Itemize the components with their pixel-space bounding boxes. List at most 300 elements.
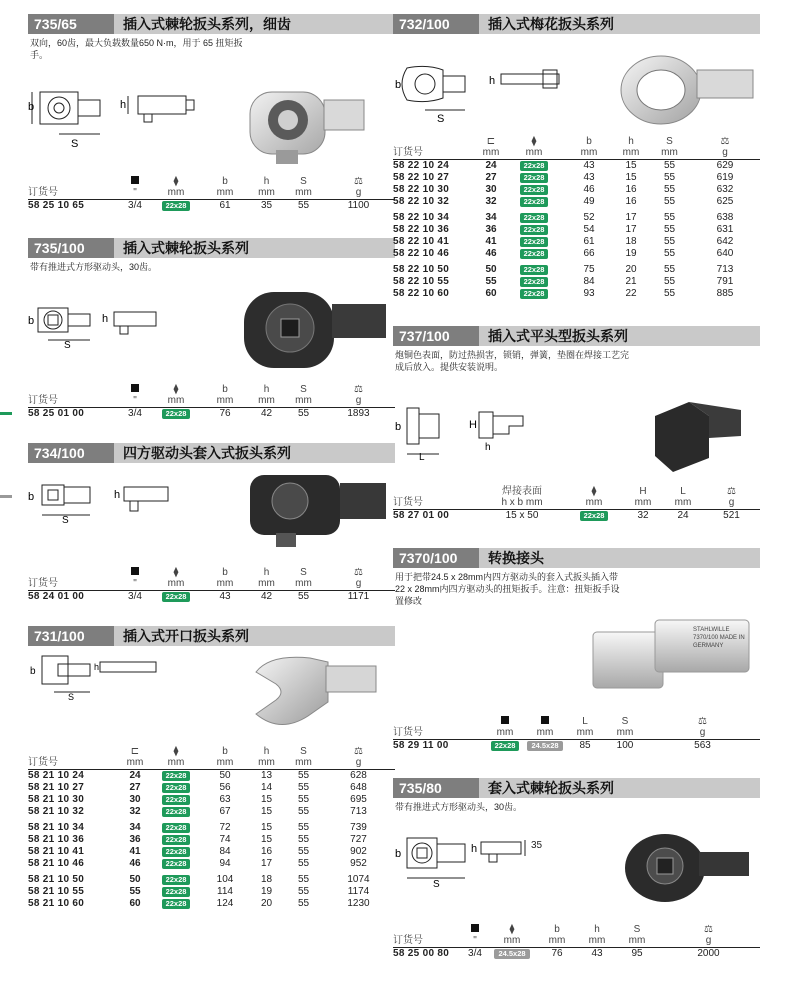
table-row — [28, 886, 395, 898]
col-mm: mm — [565, 497, 623, 510]
value-s: 55 — [663, 276, 676, 287]
col-h: h — [263, 567, 270, 578]
col-h: h — [628, 136, 634, 147]
order-number: 58 21 10 50 — [28, 874, 85, 885]
square-drive-icon — [131, 384, 139, 392]
section-title: 插入式棘轮扳头系列，细齿 — [123, 16, 291, 32]
table-row — [28, 834, 395, 846]
value-s: 55 — [297, 822, 310, 833]
value-b: 72 — [219, 822, 231, 833]
value-h-upper: 32 — [637, 510, 649, 521]
section-title: 插入式平头型扳头系列 — [488, 328, 628, 344]
weight-icon: ⚖ — [354, 746, 363, 757]
table-row — [393, 184, 760, 196]
value-s: 55 — [663, 236, 676, 247]
value-s: 55 — [663, 212, 676, 223]
value-s: 55 — [297, 591, 310, 602]
order-number: 58 22 10 41 — [393, 236, 450, 247]
value-s: 55 — [297, 770, 310, 781]
value-s: 55 — [297, 408, 310, 419]
wrench-size: 50 — [129, 874, 141, 885]
value-h: 17 — [625, 212, 637, 223]
value-h: 35 — [260, 200, 273, 211]
col-mm: mm — [649, 147, 690, 160]
value-b: 56 — [219, 782, 231, 793]
svg-text:b: b — [28, 315, 35, 327]
table-row — [28, 782, 395, 794]
value-h: 13 — [260, 770, 273, 781]
value-h: 43 — [591, 948, 603, 959]
col-g: g — [645, 727, 760, 740]
col-g: g — [322, 578, 395, 591]
section-732-100 — [393, 14, 760, 299]
value-g: 1100 — [347, 200, 370, 211]
col-b: b — [222, 567, 228, 578]
order-number: 58 22 10 27 — [393, 172, 450, 183]
col-b: b — [222, 384, 228, 395]
col-s: S — [300, 746, 307, 757]
svg-text:b: b — [28, 101, 35, 113]
value-b: 52 — [583, 212, 595, 223]
drive-size-badge: 22x28 — [162, 899, 191, 909]
value-g: 629 — [716, 160, 734, 171]
wrench-size: 50 — [485, 264, 497, 275]
dimension-drawing — [28, 86, 208, 156]
col-mm: mm — [485, 727, 525, 740]
value-h: 15 — [625, 172, 637, 183]
drive-size-badge: 22x28 — [520, 185, 549, 195]
col-mm: mm — [617, 935, 657, 948]
value-b: 94 — [219, 858, 231, 869]
table-row — [393, 288, 760, 300]
value-b: 93 — [583, 288, 595, 299]
value-s: 95 — [631, 948, 643, 959]
col-mm: mm — [487, 935, 537, 948]
value-h: 15 — [260, 834, 273, 845]
col-mm: mm — [285, 187, 322, 200]
wrench-size: 27 — [485, 172, 497, 183]
section-title: 四方驱动头套入式扳头系列 — [123, 445, 291, 461]
value-g: 727 — [350, 834, 367, 845]
svg-text:S: S — [64, 340, 71, 351]
drive-size-badge: 22x28 — [520, 289, 549, 299]
weight-icon: ⚖ — [354, 567, 363, 578]
col-mm: mm — [577, 935, 617, 948]
value-g: 902 — [350, 846, 367, 857]
order-number: 58 21 10 60 — [28, 898, 85, 909]
wrench-size: 24 — [129, 770, 141, 781]
col-h-upper: H — [639, 486, 647, 497]
col-inch: " — [463, 935, 487, 948]
col-order: 订货号 — [28, 395, 120, 408]
col-hxb: h x b mm — [479, 497, 565, 510]
value-h: 18 — [260, 874, 273, 885]
order-number: 58 22 10 36 — [393, 224, 450, 235]
col-s: S — [300, 567, 307, 578]
order-number: 58 25 00 80 — [393, 948, 450, 959]
value-h: 20 — [625, 264, 637, 275]
value-g: 1074 — [347, 874, 370, 885]
table-row — [393, 196, 760, 208]
value-s: 55 — [297, 858, 310, 869]
table-row — [393, 212, 760, 224]
value-s: 55 — [663, 172, 676, 183]
value-s: 55 — [297, 782, 310, 793]
table-row — [28, 770, 395, 783]
svg-text:h: h — [102, 313, 109, 325]
value-b: 50 — [219, 770, 231, 781]
section-code: 734/100 — [28, 443, 114, 463]
table-row — [393, 740, 760, 753]
drive-fraction: 3/4 — [128, 200, 142, 211]
svg-text:h: h — [471, 843, 478, 855]
col-h: h — [594, 924, 600, 935]
value-g: 2000 — [697, 948, 720, 959]
svg-text:b: b — [30, 666, 36, 677]
wrench-size: 32 — [485, 196, 497, 207]
table-row — [28, 806, 395, 818]
drive-size-badge: 22x28 — [162, 795, 191, 805]
spec-table — [393, 486, 760, 522]
col-inch: " — [120, 578, 150, 591]
drive-size-badge: 22x28 — [520, 277, 549, 287]
drive-size-badge: 22x28 — [520, 197, 549, 207]
value-b: 61 — [583, 236, 595, 247]
table-body — [393, 160, 760, 301]
weight-icon: ⚖ — [354, 384, 363, 395]
drive-size-badge: 22x28 — [162, 835, 191, 845]
col-inch: " — [120, 187, 150, 200]
col-g: g — [690, 147, 760, 160]
table-row — [393, 948, 760, 961]
svg-text:S: S — [71, 138, 79, 150]
col-order: 订货号 — [393, 497, 479, 510]
value-s: 55 — [297, 794, 310, 805]
order-number: 58 22 10 30 — [393, 184, 450, 195]
value-h: 15 — [260, 822, 273, 833]
col-order: 订货号 — [393, 147, 479, 160]
svg-text:h: h — [120, 99, 127, 111]
value-l: 85 — [579, 740, 591, 751]
value-h: 14 — [260, 782, 273, 793]
wrench-size: 60 — [485, 288, 497, 299]
drive-icon: ⧫ — [531, 136, 537, 147]
section-code: 735/80 — [393, 778, 479, 798]
value-g: 563 — [694, 740, 711, 751]
section-731-100 — [28, 626, 395, 909]
dimension-drawing — [28, 650, 188, 700]
weight-icon: ⚖ — [720, 136, 730, 147]
wrench-size: 34 — [485, 212, 497, 223]
value-g: 1230 — [347, 898, 370, 909]
drive-size-badge: 22x28 — [162, 823, 191, 833]
square-drive-icon — [131, 176, 139, 184]
order-number: 58 21 10 41 — [28, 846, 85, 857]
col-mm: mm — [285, 757, 322, 770]
value-h: 21 — [625, 276, 637, 287]
table-row — [393, 172, 760, 184]
table-row — [393, 276, 760, 288]
order-number: 58 22 10 24 — [393, 160, 450, 171]
value-b: 43 — [583, 172, 595, 183]
dimension-drawing — [393, 64, 593, 128]
col-mm: mm — [202, 395, 248, 408]
order-number: 58 22 10 50 — [393, 264, 450, 275]
square-drive-icon — [471, 924, 479, 932]
product-image-ring-end — [617, 50, 757, 130]
value-h: 16 — [260, 846, 273, 857]
drive-icon: ⧫ — [173, 176, 179, 187]
weight-icon: ⚖ — [727, 486, 736, 497]
value-h: 22 — [625, 288, 637, 299]
order-number: 58 24 01 00 — [28, 591, 85, 602]
value-h: 19 — [625, 248, 637, 259]
page-edge-marker-green — [0, 412, 12, 415]
value-g: 1174 — [347, 886, 370, 897]
order-number: 58 27 01 00 — [393, 510, 450, 521]
svg-text:S: S — [437, 113, 445, 125]
spec-table — [28, 567, 395, 603]
value-g: 885 — [716, 288, 734, 299]
drive-size-badge: 22x28 — [162, 592, 191, 602]
col-mm: mm — [202, 187, 248, 200]
value-g: 1171 — [347, 591, 370, 602]
col-g: g — [322, 395, 395, 408]
value-h: 16 — [625, 196, 637, 207]
value-g: 1893 — [347, 408, 370, 419]
col-mm: mm — [150, 187, 202, 200]
value-b: 74 — [219, 834, 231, 845]
drive-icon: ⧫ — [509, 924, 515, 935]
svg-text:S: S — [433, 879, 440, 890]
order-number: 58 21 10 32 — [28, 806, 85, 817]
order-number: 58 22 10 55 — [393, 276, 450, 287]
value-h: 42 — [260, 408, 273, 419]
drive-size-badge: 22x28 — [520, 249, 549, 259]
drive-size-badge: 22x28 — [162, 847, 191, 857]
order-number: 58 21 10 36 — [28, 834, 85, 845]
col-mm: mm — [202, 757, 248, 770]
col-mm: mm — [248, 187, 285, 200]
section-description: 用于把带24.5 x 28mm内四方驱动头的套入式扳头插入带22 x 28mm内四方驱动头的扭矩扳手。注意：扭矩扳手设置修改 — [395, 572, 620, 606]
section-header — [393, 326, 760, 346]
table-row — [393, 160, 760, 173]
table-row — [393, 264, 760, 276]
value-g: 791 — [716, 276, 734, 287]
product-image-open-end — [250, 652, 380, 736]
drive-size-badge: 22x28 — [162, 409, 191, 419]
drive-size-badge: 22x28 — [162, 771, 191, 781]
weight-icon: ⚖ — [704, 924, 713, 935]
value-hxb: 15 x 50 — [505, 510, 539, 521]
value-h: 20 — [260, 898, 273, 909]
product-image-ratchet-insert — [246, 82, 366, 172]
wrench-size: 34 — [129, 822, 141, 833]
value-b: 61 — [219, 200, 231, 211]
value-b: 76 — [551, 948, 563, 959]
col-l: L — [582, 716, 588, 727]
value-g: 642 — [716, 236, 734, 247]
weight-icon: ⚖ — [354, 176, 363, 187]
col-s: S — [666, 136, 673, 147]
value-s: 55 — [297, 874, 310, 885]
open-end-size-icon: ⊏ — [130, 746, 140, 757]
value-g: 648 — [350, 782, 367, 793]
wrench-size: 46 — [129, 858, 141, 869]
drive-size-badge: 22x28 — [520, 213, 549, 223]
wrench-size: 27 — [129, 782, 141, 793]
value-b: 84 — [583, 276, 595, 287]
section-description: 带有推进式方形驱动头，30齿。 — [395, 802, 523, 812]
section-title: 转换接头 — [488, 550, 544, 566]
table-row — [393, 248, 760, 260]
value-h: 15 — [625, 160, 637, 171]
value-h: 17 — [625, 224, 637, 235]
value-s: 55 — [663, 288, 676, 299]
spec-table — [28, 384, 395, 420]
section-734-100 — [28, 443, 395, 602]
col-h: h — [263, 746, 270, 757]
svg-text:b: b — [395, 848, 402, 860]
col-mm: mm — [120, 757, 150, 770]
section-735-80 — [393, 778, 760, 959]
col-order: 订货号 — [393, 935, 463, 948]
wrench-size: 36 — [129, 834, 141, 845]
col-inch: " — [120, 395, 150, 408]
col-b: b — [586, 136, 592, 147]
value-g: 638 — [716, 212, 734, 223]
col-mm: mm — [248, 757, 285, 770]
drive-size-badge: 22x28 — [162, 807, 191, 817]
table-row — [28, 846, 395, 858]
section-735-65 — [28, 14, 395, 211]
table-row — [393, 510, 760, 523]
ring-size-icon: ⊏ — [486, 136, 496, 147]
col-order: 订货号 — [393, 727, 485, 740]
section-title: 插入式棘轮扳头系列 — [123, 240, 249, 256]
value-b: 43 — [219, 591, 231, 602]
col-g: g — [703, 497, 760, 510]
value-b: 104 — [216, 874, 234, 885]
order-number: 58 25 01 00 — [28, 408, 85, 419]
col-mm: mm — [503, 147, 565, 160]
table-row — [28, 591, 395, 604]
table-row — [28, 794, 395, 806]
value-g: 628 — [350, 770, 367, 781]
table-row — [28, 874, 395, 886]
wrench-size: 41 — [485, 236, 497, 247]
value-s: 55 — [297, 200, 310, 211]
square-drive-icon — [541, 716, 549, 724]
section-code: 735/100 — [28, 238, 114, 258]
product-image-adapter — [589, 612, 753, 702]
col-s: S — [621, 716, 629, 727]
section-title: 插入式开口扳头系列 — [123, 628, 249, 644]
spec-table — [393, 716, 760, 752]
col-mm: mm — [623, 497, 663, 510]
product-image-ratchet-box — [621, 828, 751, 914]
section-code: 737/100 — [393, 326, 479, 346]
dimension-35: 35 — [531, 840, 543, 851]
drive-icon: ⧫ — [173, 384, 179, 395]
order-number: 58 21 10 46 — [28, 858, 85, 869]
drive-size-badge: 22x28 — [162, 875, 191, 885]
value-s: 55 — [297, 846, 310, 857]
section-code: 735/65 — [28, 14, 114, 34]
order-number: 58 21 10 55 — [28, 886, 85, 897]
col-mm: mm — [150, 757, 202, 770]
value-s: 55 — [297, 806, 310, 817]
value-b: 76 — [219, 408, 231, 419]
col-mm: mm — [150, 578, 202, 591]
value-s: 55 — [297, 886, 310, 897]
drive-size-badge: 22x28 — [491, 741, 520, 751]
value-g: 713 — [716, 264, 734, 275]
value-b: 124 — [216, 898, 234, 909]
section-title: 插入式梅花扳头系列 — [488, 16, 614, 32]
table-row — [393, 224, 760, 236]
wrench-size: 30 — [129, 794, 141, 805]
drive-size-badge: 24.5x28 — [527, 741, 562, 751]
section-code: 731/100 — [28, 626, 114, 646]
section-735-100 — [28, 238, 395, 419]
col-weld-surface: 焊接表面 — [502, 486, 542, 497]
order-number: 58 22 10 46 — [393, 248, 450, 259]
value-b: 49 — [583, 196, 595, 207]
table-row — [28, 858, 395, 870]
col-mm: mm — [248, 395, 285, 408]
value-b: 43 — [583, 160, 595, 171]
drive-size-badge: 22x28 — [520, 173, 549, 183]
section-header — [393, 14, 760, 34]
section-header — [28, 14, 395, 34]
col-mm: mm — [525, 727, 565, 740]
value-s: 55 — [663, 196, 676, 207]
drive-size-badge: 22x28 — [520, 237, 549, 247]
svg-text:h: h — [114, 489, 121, 501]
section-header — [28, 443, 395, 463]
table-row — [28, 898, 395, 910]
value-l: 24 — [677, 510, 689, 521]
drive-icon: ⧫ — [591, 486, 597, 497]
col-mm: mm — [150, 395, 202, 408]
svg-text:b: b — [395, 421, 402, 433]
value-b: 54 — [583, 224, 595, 235]
col-mm: mm — [605, 727, 645, 740]
value-h: 15 — [260, 806, 273, 817]
svg-text:S: S — [68, 692, 75, 702]
value-s: 55 — [663, 264, 676, 275]
table-row — [28, 822, 395, 834]
value-h: 16 — [625, 184, 637, 195]
drive-icon: ⧫ — [173, 567, 179, 578]
col-mm: mm — [202, 578, 248, 591]
drive-size-badge: 22x28 — [162, 887, 191, 897]
wrench-size: 55 — [129, 886, 141, 897]
product-image-flat-head — [649, 396, 749, 476]
dimension-drawing — [28, 300, 188, 350]
spec-table — [28, 176, 395, 212]
order-number: 58 21 10 30 — [28, 794, 85, 805]
order-number: 58 22 10 60 — [393, 288, 450, 299]
drive-fraction: 3/4 — [128, 408, 142, 419]
svg-text:b: b — [395, 79, 402, 91]
wrench-size: 32 — [129, 806, 141, 817]
drive-icon: ⧫ — [173, 746, 179, 757]
col-b: b — [222, 746, 228, 757]
col-mm: mm — [663, 497, 703, 510]
value-h: 15 — [260, 794, 273, 805]
